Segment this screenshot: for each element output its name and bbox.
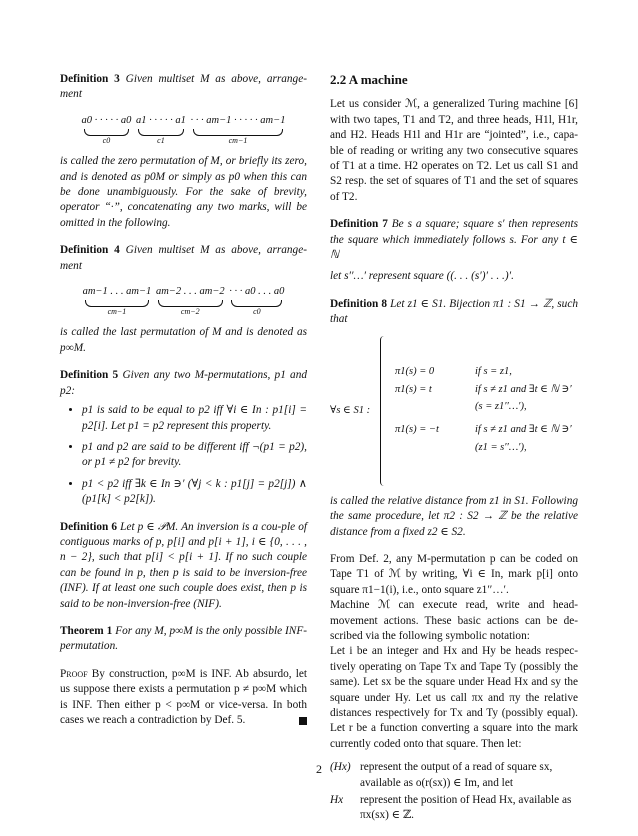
- def3-label: Definition 3: [60, 73, 120, 85]
- formula-group: · · · a0 . . . a0 c0: [229, 286, 285, 317]
- proof: [60, 667, 307, 729]
- def7-label: Definition 7: [330, 218, 388, 231]
- left-brace: [380, 336, 389, 486]
- def8-lead: Let z1 ∈ S1. Bijection π1 : S1 → ℤ, such that: [330, 297, 578, 326]
- formula-group: am−2 . . . am−2 cm−2: [155, 286, 225, 317]
- def3-formula: [60, 113, 307, 146]
- case-row: π1(s) = 0 if s = z1,: [395, 366, 512, 378]
- def8-body: is called the relative distance from z1 in S1. Following the same procedure, let π2 : S2 → ℤ be the relative distance from a fixed z2 ∈ S2.: [330, 494, 578, 538]
- list-item: • p1 is said to be equal to p2 iff ∀i ∈ In : p1[i] = p2[i]. Let p1 = p2 represent this property.: [82, 403, 307, 434]
- proof-body: By construction, p∞M is INF. Ab absurdo, let us suppose there exists a permutation p ≠ p∞M which is INF. Then either p < p∞M or vice-versa. In both cases we reach a contradiction by Def. 5.: [60, 667, 308, 726]
- def5-lead: Given any two M-permutations, p1 and p2:: [60, 369, 308, 397]
- thm1-label: Theorem 1: [60, 624, 113, 637]
- def4-lead: Given multiset M as above, arrange-ment: [60, 244, 307, 272]
- def4-formula: [60, 284, 307, 317]
- intro-paragraph: Let us consider ℳ, a generalized Turing machine [6] with two tapes, T1 and T2, and three heads, H1l, H1r, and H2. Heads H1l and H1r are “jointed”, i.e., capa-ble of reading or writing any two consecutive squares of T1 at a time. H2 operates on T2. Let us call S1 and S2 resp. the set of squares of T1 and the set of squares of T2.: [330, 98, 578, 203]
- paragraph-coding: From Def. 2, any M-permutation p can be coded on Tape T1 of ℳ by writing, ∀i ∈ In, mark p[i] onto square π1−1(i), i.e., onto square z1′′…′.: [330, 552, 578, 596]
- case-row: π1(s) = t if s ≠ z1 and ∃t ∈ ℕ ∋′: [395, 383, 572, 395]
- formula-group: a1 · · · · · a1 c1: [136, 114, 186, 146]
- notation-position: Hx represent the position of Head Hx, available as πx(sx) ∈ ℤ.: [330, 794, 572, 822]
- def4-body: is called the last permutation of M and is denoted as p∞M.: [60, 326, 307, 354]
- section-heading: 2.2 A machine: [330, 72, 408, 87]
- definition-6: [60, 520, 307, 612]
- formula-group: a0 · · · · · a0 c0: [81, 114, 132, 146]
- def7-body2: let s′′…′ represent square ((. . . (s′)′ . . .)′.: [330, 270, 514, 283]
- def7-body1: Be s a square; square s′ then represents the square which immediately follows s. For any t ∈ ℕ: [330, 218, 578, 262]
- qed-icon: [299, 717, 307, 725]
- list-item: • p1 and p2 are said to be different iff ¬(p1 = p2), or p1 ≠ p2 for brevity.: [82, 440, 307, 471]
- def3-body: is called the zero permutation of M, or briefly its zero, and is denoted as p0M or simply as p0 when this can be done unambiguously. For the sake of brevity, operator “·”, concatenating any two marks, will be omitted in the following.: [60, 155, 307, 229]
- definition-3: [60, 72, 307, 231]
- case-row: (z1 = s′′…′),: [475, 441, 527, 453]
- case-row: (s = z1′′…′),: [475, 400, 527, 412]
- formula-group: am−1 . . . am−1 cm−1: [82, 286, 152, 317]
- def8-cases: [330, 336, 578, 486]
- def6-label: Definition 6: [60, 520, 118, 533]
- right-column: [330, 72, 578, 836]
- def4-label: Definition 4: [60, 244, 120, 257]
- page-number: 2: [316, 762, 322, 776]
- case-row: π1(s) = −t if s ≠ z1 and ∃t ∈ ℕ ∋′: [395, 424, 572, 436]
- def8-label: Definition 8: [330, 297, 388, 310]
- cases-lhs: ∀s ∈ S1 :: [330, 404, 371, 416]
- definition-5: [60, 368, 307, 507]
- def5-label: Definition 5: [60, 369, 119, 382]
- proof-label: Proof: [60, 667, 88, 680]
- definition-7: [330, 217, 578, 285]
- list-item: • p1 < p2 iff ∃k ∈ In ∋′ (∀j < k : p1[j] = p2[j]) ∧ (p1[k] < p2[k]).: [82, 477, 307, 508]
- paragraph-notation: Let i be an integer and Hx and Hy be heads respec-tively operating on Tape Tx and Tape Ty (possibly the same). Let sx be the square under Head Hx and sy the square under Hy. Let us call πx and πy the relative distances respectively for Tx and Ty (possibly equal). Let r be a function converting a square into the mark currently coded onto that square. Then let:: [330, 645, 578, 750]
- paragraph-actions: Machine ℳ can execute read, write and head-movement actions. These basic actions can be de-scribed via the following symbolic notation:: [330, 599, 578, 642]
- def5-list: [60, 403, 307, 507]
- def3-lead: Given multiset M as above, arrange-ment: [60, 73, 307, 101]
- def6-body: Let p ∈ 𝒫M. An inversion is a cou-ple of contiguous marks of p, p[i] and p[i + 1], i ∈ {0, . . . , n − 2}, such that p[i] < p[i + 1]. If no such couple can be found in p, then p is said to be inversion-free (INF). If at least one such couple does exist, then p is said to be non-inversion-free (NIF).: [60, 520, 307, 610]
- definition-4: [60, 243, 307, 356]
- notation-read: (Hx) represent the output of a read of square sx, available as o(r(sx)) ∈ Im, and let: [330, 761, 553, 789]
- definition-8: [330, 297, 578, 540]
- formula-group: · · · am−1 · · · · · am−1 cm−1: [190, 114, 286, 146]
- thm1-body: For any M, p∞M is the only possible INF-permutation.: [60, 624, 308, 653]
- left-column: [60, 72, 307, 740]
- theorem-1: [60, 624, 307, 655]
